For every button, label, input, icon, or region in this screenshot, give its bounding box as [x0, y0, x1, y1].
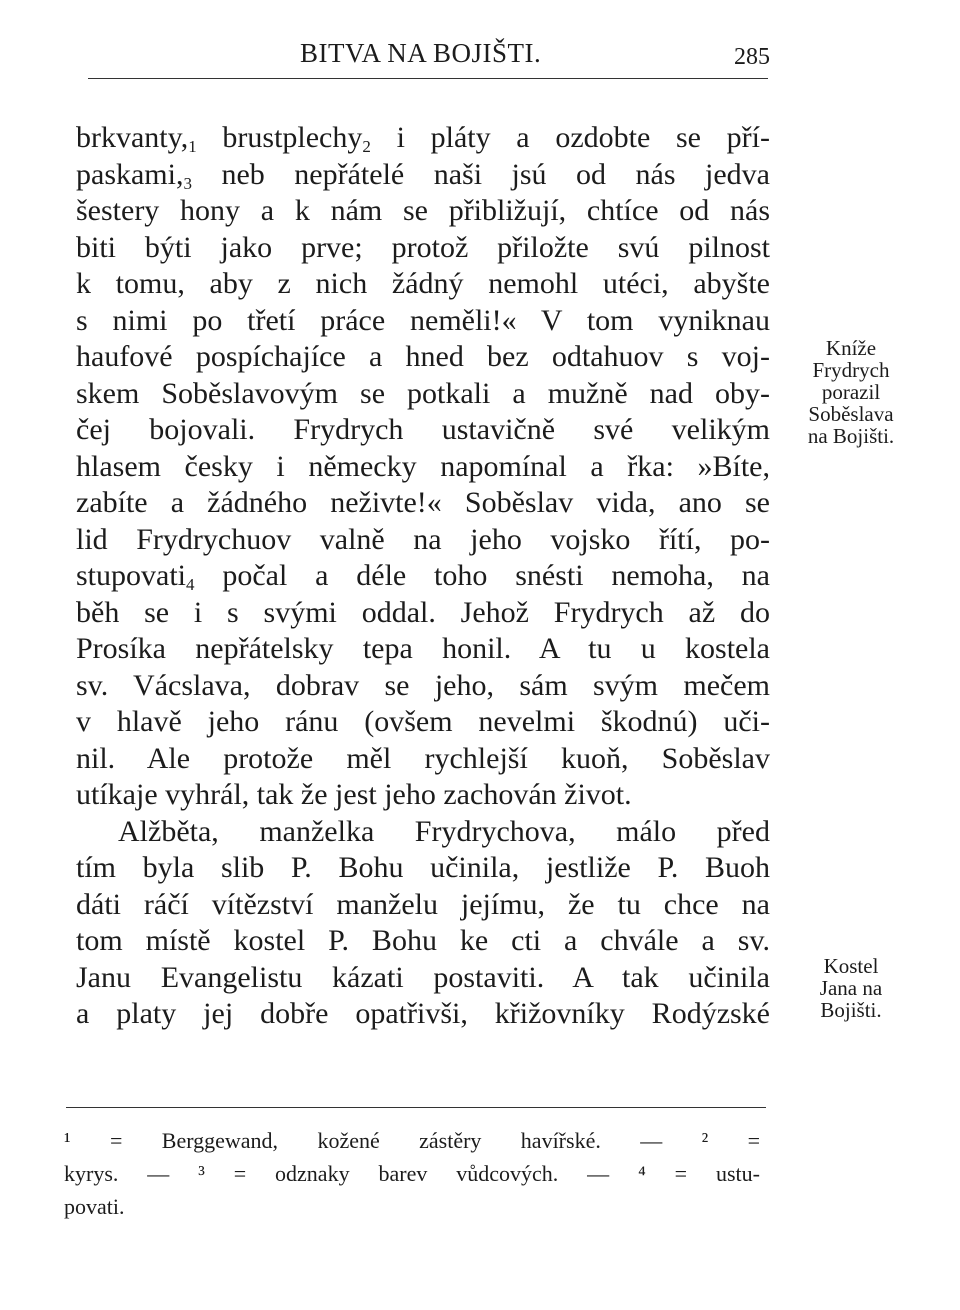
text-line: Janu Evangelistu kázati postaviti. A tak učinila — [76, 960, 770, 994]
text-line: Alžběta, manželka Frydrychova, málo před — [118, 814, 770, 848]
text-line: zabíte a žádného neživte!« Soběslav vida, ano se — [76, 486, 770, 519]
footnote-line: kyrys. — ³ = odznaky barev vůdcových. — ⁴ = ustu- — [64, 1161, 760, 1186]
text-line: stupovati$_4$ počal a déle toho snésti nemoha, na — [76, 559, 770, 594]
marginal-line: Frydrych — [812, 358, 890, 382]
text-line: nil. Ale protože měl rychlejší kuoň, Soběslav — [76, 741, 770, 775]
running-header — [80, 38, 770, 78]
text-line: Prosíka nepřátelsky tepa honil. A tu u kostela — [76, 632, 770, 665]
text-line: a platy jej dobře opatřivši, křižovníky Rodýzské — [76, 997, 770, 1030]
text-line: běh se i s svými oddal. Jehož Frydrych až do — [76, 595, 770, 629]
marginal-line: porazil — [821, 380, 881, 404]
text-line: v hlavě jeho ránu (ovšem nevelmi škodnú) uči- — [76, 705, 770, 738]
footnote-rule — [66, 1107, 766, 1108]
text-line: tom místě kostel P. Bohu ke cti a chvále a sv. — [76, 924, 770, 957]
header-rule — [88, 78, 768, 79]
text-line: lid Frydrychuov valně na jeho vojsko řítí, po- — [76, 522, 770, 556]
text-line: s nimi po třetí práce neměli!« V tom vyniknau — [76, 303, 770, 337]
footnote-line: ¹ = Berggewand, kožené zástěry havířské. — ² = — [64, 1128, 760, 1153]
marginal-line: na Bojišti. — [807, 424, 895, 448]
marginal-note-battle — [786, 337, 916, 447]
text-line: utíkaje vyhrál, tak že jest jeho zachován život. — [76, 778, 632, 811]
text-line: skem Soběslavovým se potkali a mužně nad oby- — [76, 376, 770, 410]
marginal-line: Kníže — [825, 336, 877, 360]
footnote-line: povati. — [64, 1194, 125, 1219]
marginal-note-church — [786, 955, 916, 1021]
marginal-line: Kostel — [823, 954, 879, 978]
text-line: čej bojovali. Frydrych ustavičně své velikým — [76, 413, 770, 446]
text-line: $paskami,_3$ neb nepřátelé naši jsú od nás jedva — [76, 157, 770, 193]
text-line: biti býti jako prve; protož přiložte svú pilnost — [76, 230, 770, 264]
text-line: dáti ráčí vítězství manželu jejímu, že tu chce na — [76, 887, 770, 921]
text-line: hlasem česky i německy napomínal a řka: »Bíte, — [76, 449, 770, 483]
text-line: tím byla slib P. Bohu učinila, jestliže P. Buoh — [76, 851, 770, 884]
marginal-line: Soběslava — [808, 402, 894, 426]
text-line: k tomu, aby z nich žádný nemohl utéci, abyšte — [76, 267, 770, 300]
marginal-line: Jana na — [819, 976, 883, 1000]
text-line: šestery hony a k nám se přibližují, chtíce od nás — [76, 194, 770, 227]
running-title: BITVA NA BOJIŠTI. — [300, 38, 542, 68]
text-line: haufové pospíchajíce a hned bez odtahuov s voj- — [76, 340, 770, 373]
marginal-line: Bojišti. — [820, 998, 882, 1022]
main-text — [76, 120, 770, 1033]
text-line: $brkvanty,_1$ brustplechy$_2$ i pláty a ozdobte se pří- — [76, 121, 770, 156]
page-number: 285 — [734, 44, 770, 70]
footnotes — [64, 1124, 760, 1223]
text-line: sv. Vácslava, dobrav se jeho, sám svým mečem — [76, 668, 770, 702]
